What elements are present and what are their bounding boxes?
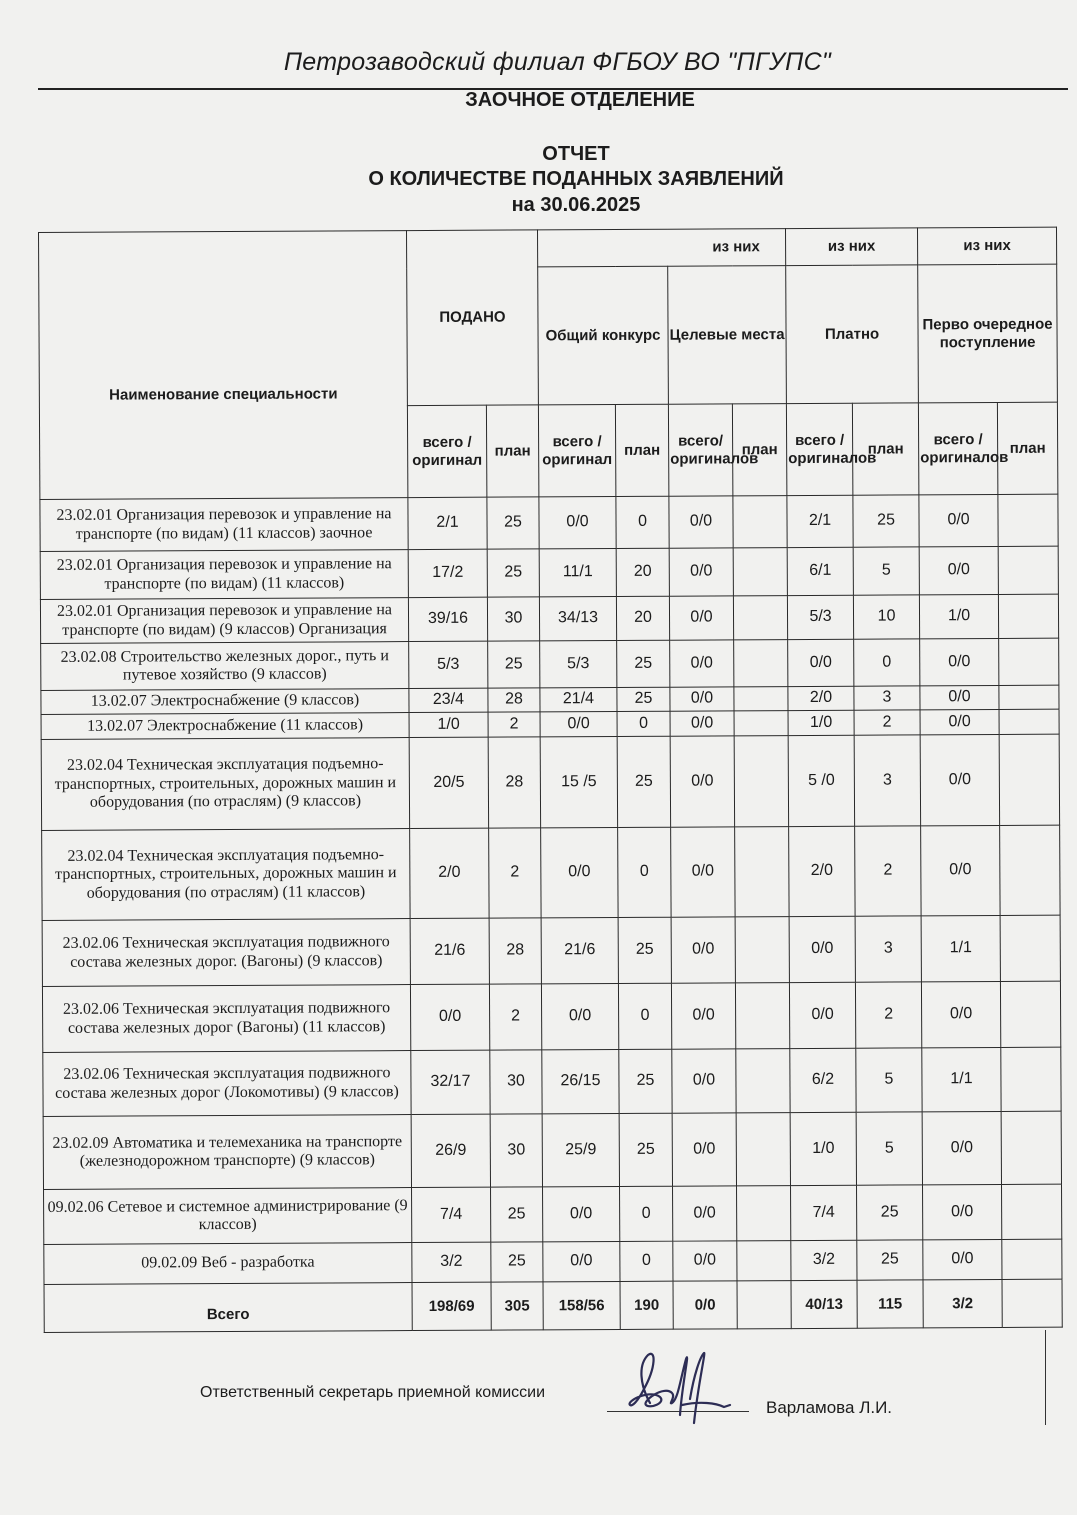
specialty-name: 23.02.01 Организация перевозок и управление на транспорте (по видам) (11 классов): [40, 550, 408, 600]
edge-line: [1045, 1330, 1046, 1425]
cell-target-total: 0/0: [669, 496, 733, 548]
cell-target-plan: [737, 1186, 791, 1241]
cell-target-total: 0/0: [672, 1113, 736, 1186]
cell-general-total: 34/13: [539, 596, 616, 640]
cell-paid-total: 40/13: [791, 1280, 857, 1328]
cell-priority-total: 0/0: [921, 825, 1000, 915]
cell-submitted-plan: 2: [488, 712, 540, 737]
table-row: [40, 546, 1058, 599]
cell-paid-total: 3/2: [791, 1240, 857, 1280]
header-general-plan: план: [615, 404, 668, 496]
table-row: [40, 494, 1058, 551]
cell-priority-plan: [1001, 1111, 1061, 1184]
cell-target-plan: [737, 1241, 791, 1281]
cell-paid-total: 0/0: [789, 916, 855, 982]
signature-icon: [620, 1345, 745, 1435]
cell-submitted-total: 7/4: [412, 1187, 491, 1242]
header-of-them-1: из них: [537, 229, 785, 267]
cell-target-plan: [734, 736, 789, 827]
cell-general-total: 15 /5: [540, 736, 617, 827]
cell-general-plan: 25: [619, 1049, 672, 1113]
cell-general-total: 0/0: [541, 983, 618, 1049]
cell-submitted-total: 32/17: [411, 1050, 490, 1114]
cell-priority-plan: [999, 734, 1059, 825]
header-priority-total: всего / оригиналов: [918, 402, 997, 494]
cell-priority-total: 0/0: [923, 1184, 1002, 1239]
header-of-them-3: из них: [918, 227, 1057, 265]
cell-general-total: 5/3: [540, 640, 617, 687]
cell-target-plan: [734, 640, 788, 687]
cell-general-plan: 25: [617, 736, 670, 827]
specialty-name: 23.02.04 Техническая эксплуатация подъемно-транспортных, строительных, дорожных машин и оборудования (по отраслям) (11 классов): [42, 829, 410, 921]
cell-general-plan: 25: [617, 687, 670, 711]
cell-priority-total: 0/0: [922, 1111, 1001, 1184]
cell-submitted-plan: 2: [489, 984, 541, 1050]
cell-general-plan: 20: [616, 596, 669, 640]
cell-target-total: 0/0: [670, 687, 734, 711]
header-priority-admission: Перво очередное поступление: [918, 264, 1058, 403]
cell-submitted-total: 0/0: [410, 984, 489, 1050]
cell-target-total: 0/0: [671, 983, 735, 1049]
cell-general-total: 0/0: [539, 496, 616, 548]
organization-name: Петрозаводский филиал ФГБОУ ВО "ПГУПС": [283, 48, 832, 76]
header-target-places: Целевые места: [668, 266, 787, 405]
cell-target-total: 0/0: [673, 1186, 737, 1241]
header-submitted-plan: план: [486, 405, 538, 497]
cell-general-total: 11/1: [539, 548, 616, 596]
cell-priority-plan: [998, 494, 1058, 546]
header-target-plan: план: [732, 404, 787, 496]
header-paid-total: всего / оригиналов: [786, 403, 852, 495]
cell-priority-total: 0/0: [921, 981, 1000, 1047]
cell-target-plan: [735, 917, 789, 983]
table-row: [41, 638, 1059, 690]
cell-priority-plan: [1000, 825, 1060, 915]
header-priority-plan: план: [997, 402, 1057, 494]
cell-submitted-plan: 25: [488, 641, 540, 688]
cell-paid-total: 7/4: [791, 1185, 857, 1240]
cell-paid-total: 2/0: [788, 686, 854, 710]
cell-target-plan: [734, 711, 788, 736]
cell-target-plan: [737, 1281, 791, 1329]
cell-paid-plan: 10: [853, 595, 919, 639]
specialty-name: 23.02.06 Техническая эксплуатация подвижного состава железных дорог (Вагоны) (11 классов): [42, 985, 410, 1053]
cell-paid-total: 0/0: [788, 639, 854, 686]
header-specialty: Наименование специальности: [39, 231, 408, 500]
cell-priority-total: 0/0: [919, 494, 998, 546]
specialty-name: 23.02.04 Техническая эксплуатация подъемно-транспортных, строительных, дорожных машин и оборудования (по отраслям) (9 классов): [41, 738, 409, 831]
specialty-name: 23.02.01 Организация перевозок и управление на транспорте (по видам) (9 классов) Организация: [40, 598, 408, 644]
cell-priority-plan: [999, 685, 1059, 709]
cell-target-total: 0/0: [672, 1049, 736, 1113]
header-target-total: всего/ оригиналов: [668, 404, 732, 496]
table-row: [40, 594, 1058, 643]
cell-target-total: 0/0: [673, 1281, 737, 1329]
cell-general-plan: 25: [618, 917, 671, 983]
specialty-name: 23.02.09 Автоматика и телемеханика на транспорте (железнодорожном транспорте) (9 классов): [43, 1115, 411, 1190]
header-paid: Платно: [786, 265, 919, 404]
cell-paid-plan: 3: [854, 686, 920, 710]
header-of-them-2: из них: [786, 228, 918, 266]
cell-paid-plan: 25: [857, 1240, 923, 1280]
cell-target-total: 0/0: [671, 917, 735, 983]
table-row: [41, 734, 1059, 830]
cell-submitted-total: 1/0: [409, 712, 488, 737]
cell-paid-plan: 2: [854, 710, 920, 735]
cell-target-plan: [735, 827, 790, 917]
cell-priority-total: 0/0: [920, 709, 999, 734]
cell-target-total: 0/0: [670, 640, 734, 687]
cell-paid-total: 1/0: [790, 1112, 856, 1185]
cell-general-total: 25/9: [542, 1113, 619, 1186]
cell-submitted-plan: 2: [489, 828, 541, 918]
cell-paid-plan: 25: [853, 495, 919, 547]
cell-submitted-plan: 305: [491, 1282, 543, 1330]
cell-paid-plan: 5: [856, 1048, 922, 1112]
total-label: Всего: [44, 1283, 412, 1333]
cell-priority-total: 1/0: [919, 594, 998, 638]
cell-target-plan: [734, 687, 788, 711]
cell-priority-plan: [1001, 1047, 1061, 1111]
cell-target-total: 0/0: [669, 596, 733, 640]
cell-paid-plan: 0: [854, 639, 920, 686]
specialty-name: 13.02.07 Электроснабжение (9 классов): [41, 689, 409, 715]
cell-submitted-plan: 25: [491, 1187, 543, 1242]
specialty-name: 23.02.01 Организация перевозок и управление на транспорте (по видам) (11 классов) заочное: [40, 498, 408, 552]
cell-paid-plan: 5: [856, 1112, 922, 1185]
cell-target-plan: [733, 596, 787, 640]
cell-submitted-total: 26/9: [411, 1114, 490, 1187]
cell-priority-plan: [1002, 1184, 1062, 1239]
cell-priority-plan: [999, 638, 1059, 685]
cell-general-total: 158/56: [543, 1281, 620, 1329]
cell-target-plan: [736, 1049, 790, 1113]
cell-general-total: 0/0: [541, 827, 618, 917]
cell-submitted-plan: 25: [487, 497, 539, 549]
cell-target-plan: [733, 548, 787, 596]
cell-priority-plan: [998, 594, 1058, 638]
cell-paid-total: 1/0: [788, 710, 854, 735]
cell-general-plan: 190: [620, 1281, 673, 1329]
cell-submitted-total: 2/1: [408, 497, 487, 549]
cell-priority-total: 1/1: [922, 1047, 1001, 1111]
cell-paid-total: 6/2: [790, 1048, 856, 1112]
cell-submitted-total: 17/2: [408, 549, 487, 597]
cell-general-plan: 0: [620, 1241, 673, 1281]
cell-paid-total: 5/3: [787, 595, 853, 639]
cell-general-plan: 0: [620, 1186, 673, 1241]
cell-priority-total: 0/0: [920, 734, 999, 825]
cell-paid-plan: 5: [853, 547, 919, 595]
cell-target-plan: [735, 983, 789, 1049]
table-row: [42, 915, 1060, 986]
signature-label: Ответственный секретарь приемной комиссии: [200, 1384, 546, 1401]
header-paid-plan: план: [852, 403, 918, 495]
report-date: на 30.06.2025: [511, 194, 641, 216]
cell-submitted-plan: 30: [490, 1050, 542, 1114]
cell-target-total: 0/0: [670, 711, 734, 736]
applications-table: [38, 227, 1063, 1333]
cell-general-total: 21/4: [540, 687, 617, 711]
cell-submitted-total: 3/2: [412, 1242, 491, 1282]
cell-submitted-plan: 30: [490, 1114, 542, 1187]
specialty-name: 23.02.08 Строительство железных дорог., путь и путевое хозяйство (9 классов): [41, 642, 409, 691]
cell-general-plan: 0: [617, 711, 670, 736]
table-row: [44, 1239, 1062, 1284]
cell-paid-plan: 3: [855, 916, 921, 982]
cell-target-total: 0/0: [673, 1241, 737, 1281]
cell-submitted-total: 39/16: [408, 597, 487, 641]
total-row: [44, 1279, 1062, 1332]
cell-priority-total: 0/0: [920, 685, 999, 709]
cell-submitted-plan: 25: [491, 1242, 543, 1282]
cell-submitted-total: 2/0: [410, 828, 489, 918]
cell-priority-plan: [1002, 1279, 1062, 1327]
cell-priority-plan: [1000, 981, 1060, 1047]
cell-general-plan: 25: [619, 1113, 672, 1186]
cell-submitted-total: 198/69: [412, 1282, 491, 1330]
cell-submitted-plan: 30: [487, 597, 539, 641]
specialty-name: 23.02.06 Техническая эксплуатация подвижного состава железных дорог (Локомотивы) (9 классов): [43, 1051, 411, 1117]
cell-priority-plan: [1000, 915, 1060, 981]
cell-target-total: 0/0: [669, 548, 733, 596]
cell-general-plan: 0: [618, 983, 671, 1049]
cell-paid-plan: 2: [855, 982, 921, 1048]
header-submitted-total: всего / оригинал: [407, 405, 486, 497]
cell-submitted-total: 21/6: [410, 918, 489, 984]
specialty-name: 09.02.09 Веб - разработка: [44, 1243, 412, 1285]
cell-target-plan: [736, 1113, 790, 1186]
cell-target-total: 0/0: [671, 827, 735, 917]
report-subtitle: О КОЛИЧЕСТВЕ ПОДАННЫХ ЗАЯВЛЕНИЙ: [368, 168, 784, 190]
header-general-competition: Общий конкурс: [538, 266, 669, 405]
cell-priority-plan: [998, 546, 1058, 594]
cell-general-total: 26/15: [542, 1049, 619, 1113]
cell-priority-total: 0/0: [923, 1239, 1002, 1279]
cell-general-plan: 0: [618, 827, 671, 917]
cell-priority-plan: [1002, 1239, 1062, 1279]
cell-priority-total: 3/2: [923, 1279, 1002, 1327]
header-general-total: всего / оригинал: [538, 404, 615, 496]
cell-submitted-total: 20/5: [409, 737, 488, 828]
cell-paid-plan: 2: [855, 826, 921, 916]
cell-general-total: 0/0: [540, 711, 617, 736]
report-title: ОТЧЕТ: [542, 143, 610, 165]
cell-submitted-plan: 28: [488, 688, 540, 712]
specialty-name: 09.02.06 Сетевое и системное администрирование (9 классов): [44, 1188, 412, 1245]
cell-submitted-plan: 25: [487, 549, 539, 597]
cell-general-total: 0/0: [543, 1241, 620, 1281]
specialty-name: 23.02.06 Техническая эксплуатация подвижного состава железных дорог. (Вагоны) (9 классов): [42, 919, 410, 987]
cell-paid-total: 2/0: [789, 826, 855, 916]
header-submitted: ПОДАНО: [406, 230, 538, 406]
cell-paid-total: 0/0: [789, 982, 855, 1048]
cell-general-total: 21/6: [541, 917, 618, 983]
cell-submitted-plan: 28: [488, 737, 540, 828]
cell-paid-plan: 115: [857, 1280, 923, 1328]
table-body: [40, 494, 1062, 1332]
cell-general-plan: 20: [616, 548, 669, 596]
specialty-name: 13.02.07 Электроснабжение (11 классов): [41, 713, 409, 740]
cell-paid-plan: 25: [857, 1185, 923, 1240]
cell-target-total: 0/0: [670, 736, 734, 827]
cell-general-total: 0/0: [543, 1186, 620, 1241]
cell-paid-total: 2/1: [787, 495, 853, 547]
cell-paid-total: 5 /0: [788, 735, 854, 826]
table-row: [44, 1184, 1062, 1244]
cell-priority-total: 0/0: [920, 638, 999, 685]
cell-general-plan: 0: [616, 496, 669, 548]
cell-submitted-total: 5/3: [409, 641, 488, 688]
cell-submitted-total: 23/4: [409, 688, 488, 712]
table-row: [43, 1111, 1061, 1189]
cell-paid-plan: 3: [854, 735, 920, 826]
cell-priority-total: 1/1: [921, 915, 1000, 981]
cell-priority-total: 0/0: [919, 546, 998, 594]
cell-submitted-plan: 28: [489, 918, 541, 984]
table-row: [42, 825, 1060, 920]
table-row: [42, 981, 1060, 1052]
cell-paid-total: 6/1: [787, 547, 853, 595]
table-row: [43, 1047, 1061, 1116]
cell-general-plan: 25: [617, 640, 670, 687]
department-title: ЗАОЧНОЕ ОТДЕЛЕНИЕ: [465, 89, 695, 111]
cell-priority-plan: [999, 709, 1059, 734]
cell-target-plan: [733, 496, 787, 548]
signatory-name: Варламова Л.И.: [766, 1398, 893, 1417]
